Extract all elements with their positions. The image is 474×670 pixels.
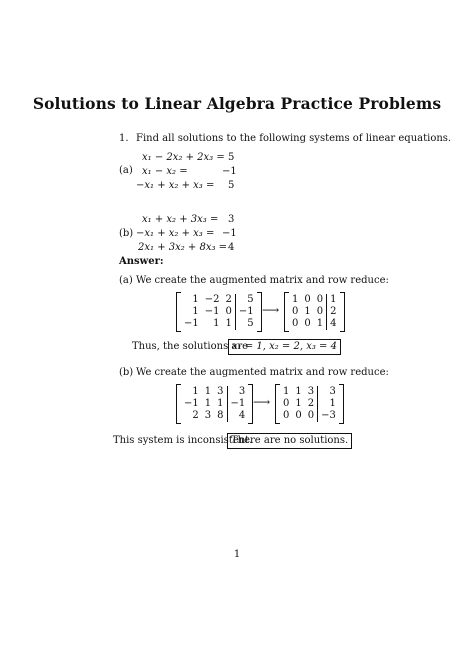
matrix-cell: 3: [307, 386, 315, 397]
matrix-cell: 8: [217, 410, 224, 421]
page-number: 1: [233, 549, 241, 560]
matrix-cell: 0: [225, 306, 232, 317]
matrix-cell: −2: [204, 294, 220, 305]
augmented-matrix-a: [176, 292, 262, 332]
matrix-cell: −1: [184, 318, 199, 329]
matrix-cell: 0: [292, 318, 299, 329]
equation-row: [136, 241, 276, 255]
matrix-cell: 3: [204, 410, 212, 421]
equation-lhs: x₁ − 2x₂ + 2x₃ =: [142, 152, 225, 163]
matrix-cell: 4: [327, 318, 340, 330]
problem-prompt: Find all solutions to the following systems of linear equations.: [136, 133, 452, 144]
matrix-cell: 4: [227, 410, 248, 422]
matrix-cell: 1: [225, 318, 232, 329]
equation-row: [136, 227, 276, 241]
boxed-solution-b: There are no solutions.: [227, 433, 352, 449]
matrix-cell: 0: [304, 294, 311, 305]
equation-rhs: 3: [228, 214, 235, 225]
matrix-cell: −1: [235, 306, 256, 318]
matrix-cell: 3: [318, 386, 339, 398]
row-reduce-arrow: ⟶: [262, 303, 280, 317]
matrix-cell: 1: [192, 294, 199, 305]
equation-row: [136, 165, 276, 179]
matrix-cell: 1: [192, 386, 199, 397]
matrix-cell: 1: [327, 294, 340, 306]
matrix-cell: 3: [217, 386, 224, 397]
matrix-cell: 0: [283, 410, 290, 421]
equation-row: [136, 151, 276, 165]
equation-lhs: x₁ + x₂ + 3x₃ =: [142, 214, 219, 225]
matrix-cell: −1: [184, 398, 199, 409]
equation-row: [136, 213, 276, 227]
matrix-cell: 0: [316, 294, 324, 305]
matrix-cell: 1: [304, 306, 311, 317]
reduced-matrix-a: [284, 292, 345, 332]
matrix-cell: 1: [292, 294, 299, 305]
matrix-cell: 5: [235, 294, 256, 306]
conclusion-a-text: Thus, the solutions are: [132, 341, 249, 352]
answer-a-text: We create the augmented matrix and row reduce:: [136, 275, 389, 286]
matrix-cell: 2: [225, 294, 232, 305]
boxed-solution-a: x₁ = 1, x₂ = 2, x₃ = 4: [228, 339, 341, 355]
row-reduce-arrow: ⟶: [253, 395, 271, 409]
equation-rhs: 5: [228, 152, 235, 163]
equation-rhs: 4: [228, 242, 235, 253]
equation-lhs: −x₁ + x₂ + x₃ =: [136, 180, 215, 191]
problem-number: 1.: [119, 133, 129, 144]
equation-rhs: −1: [222, 166, 237, 177]
matrix-cell: 0: [295, 410, 302, 421]
matrix-cell: 1: [295, 398, 302, 409]
augmented-matrix-b: [176, 384, 253, 424]
matrix-cell: 1: [318, 398, 339, 410]
matrix-cell: −1: [204, 306, 220, 317]
equation-system-b: [136, 213, 276, 255]
matrix-cell: 2: [307, 398, 315, 409]
conclusion-b-text: This system is inconsistent.: [113, 435, 253, 446]
equation-lhs: x₁ − x₂ =: [142, 166, 188, 177]
matrix-cell: 0: [316, 306, 324, 317]
matrix-cell: 2: [327, 306, 340, 318]
equation-rhs: 5: [228, 180, 235, 191]
answer-b-label: (b): [119, 367, 134, 378]
matrix-cell: −3: [318, 410, 339, 422]
matrix-cell: 1: [204, 386, 212, 397]
matrix-cell: 0: [307, 410, 315, 421]
matrix-cell: 0: [304, 318, 311, 329]
matrix-cell: 1: [283, 386, 290, 397]
matrix-cell: 3: [227, 386, 248, 398]
reduced-matrix-b: [275, 384, 344, 424]
equation-lhs: 2x₁ + 3x₂ + 8x₃ =: [138, 242, 228, 253]
equation-row: [136, 179, 276, 193]
answer-heading: Answer:: [119, 256, 164, 267]
equation-lhs: −x₁ + x₂ + x₃ =: [136, 228, 215, 239]
matrix-cell: 1: [316, 318, 324, 329]
equation-system-a: [136, 151, 276, 193]
answer-a-label: (a): [119, 275, 133, 286]
part-a-label: (a): [119, 165, 133, 176]
matrix-cell: −1: [227, 398, 248, 410]
page-title: Solutions to Linear Algebra Practice Problems: [32, 94, 442, 113]
matrix-cell: 1: [295, 386, 302, 397]
matrix-cell: 1: [217, 398, 224, 409]
matrix-cell: 5: [235, 318, 256, 330]
matrix-cell: 1: [204, 398, 212, 409]
part-b-label: (b): [119, 228, 134, 239]
equation-rhs: −1: [222, 228, 237, 239]
matrix-cell: 0: [283, 398, 290, 409]
matrix-cell: 2: [192, 410, 199, 421]
matrix-cell: 1: [192, 306, 199, 317]
matrix-cell: 0: [292, 306, 299, 317]
answer-b-text: We create the augmented matrix and row reduce:: [136, 367, 389, 378]
matrix-cell: 1: [213, 318, 220, 329]
